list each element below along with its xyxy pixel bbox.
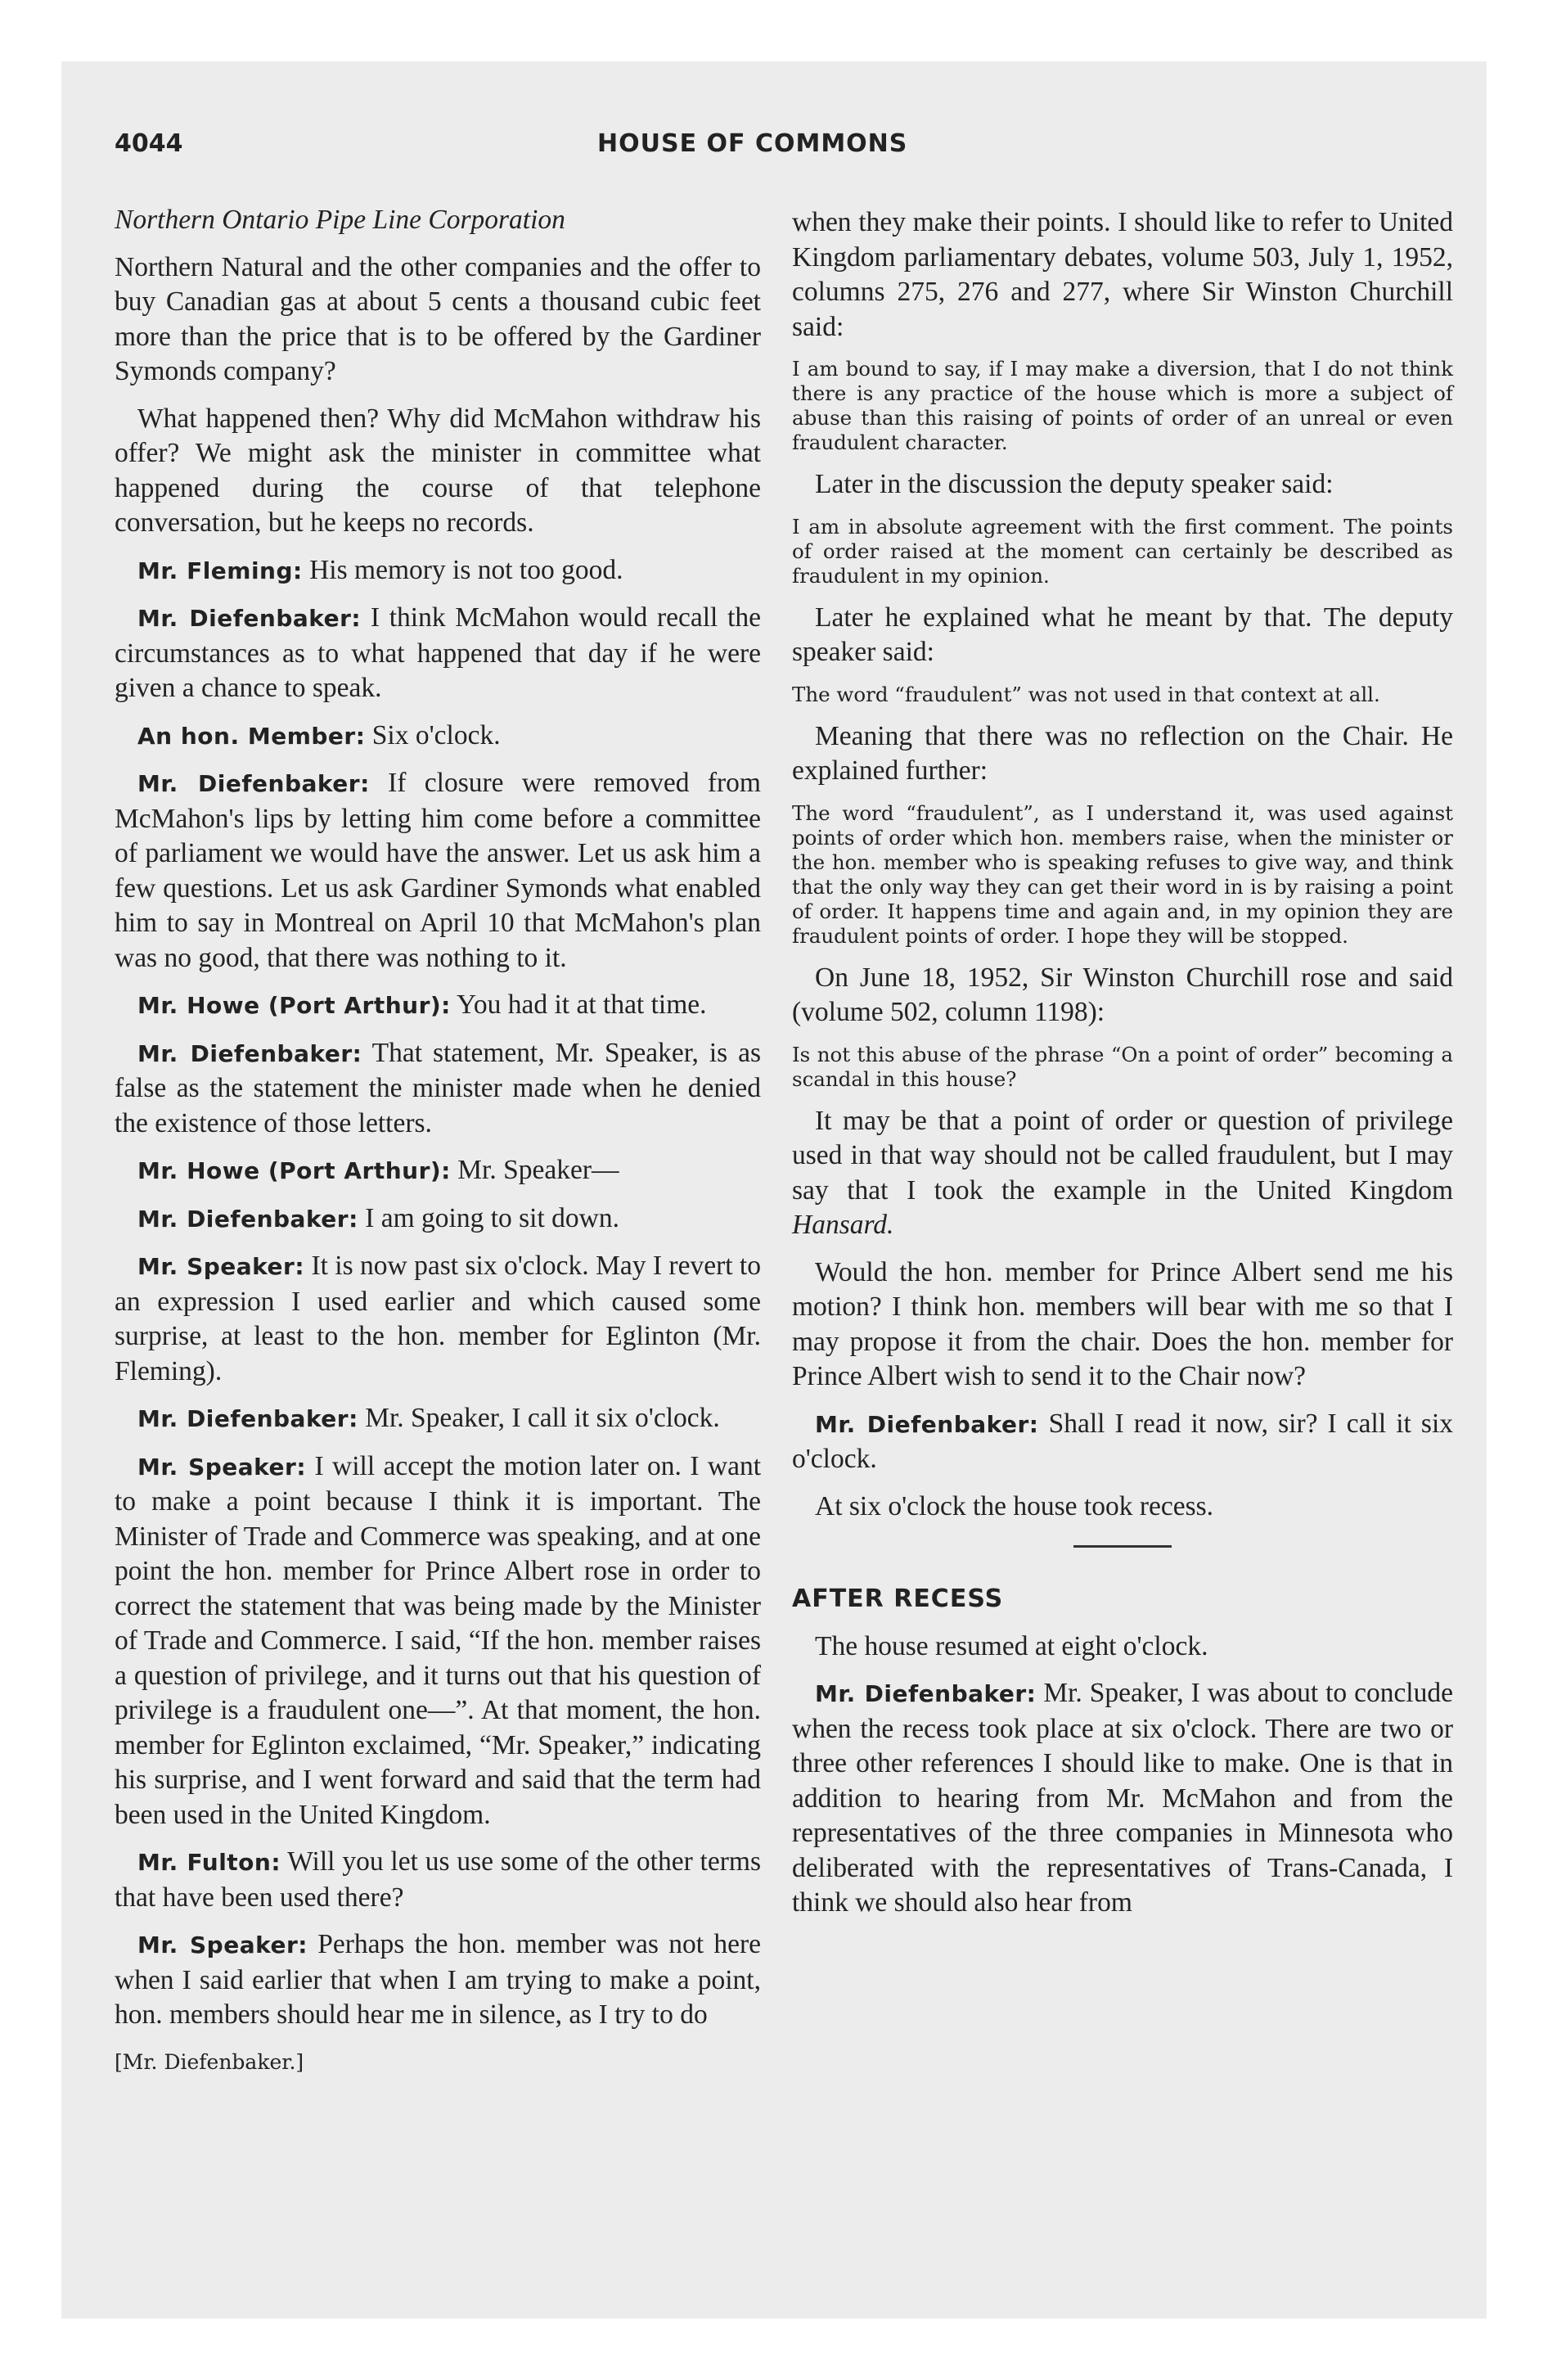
speech [115,1249,761,1389]
column-footer: [Mr. Diefenbaker.] [115,2049,304,2074]
section-heading: AFTER RECESS [792,1584,1004,1613]
speaker-name: Mr. Fulton: [137,1849,281,1876]
speaker-name: Mr. Diefenbaker: [137,1205,358,1233]
speech [792,1676,1453,1921]
speech-text: Six o'clock. [365,719,501,751]
speech [115,553,761,589]
speech-text: Shall I read it now, sir? I call it six o'clock. [792,1408,1453,1474]
paragraph: On June 18, 1952, Sir Winston Churchill rose and said (volume 502, column 1198): [792,962,1453,1027]
paragraph: when they make their points. I should like to refer to United Kingdom parliamentary debates, volume 503, July 1, 1952, columns 275, 276 and 277, where Sir Winston Churchill said: [792,207,1453,342]
speaker-name: Mr. Speaker: [137,1453,307,1481]
speech-text: His memory is not too good. [302,554,623,585]
speech-text: Will you let us use some of the other terms that have been used there? [115,1846,761,1913]
right-column [792,205,1453,1933]
speech-text: Mr. Speaker— [450,1155,619,1185]
speech [115,1845,761,1915]
speech-text: You had it at that time. [450,989,707,1020]
paragraph [792,1104,1453,1243]
page-number: 4044 [115,129,183,158]
speech [115,1201,761,1237]
speaker-name: Mr. Diefenbaker: [137,770,370,797]
speech [115,766,761,976]
block-quote: I am bound to say, if I may make a diversion, that I do not think there is any practice of the house which is more a subject of abuse than this raising of points of order of an unreal or even fraudulent character. [792,357,1453,454]
speech [115,1153,761,1189]
paragraph: At six o'clock the house took recess. [815,1490,1214,1521]
speech [115,601,761,706]
page-header [115,129,1430,162]
speech-text: I think McMahon would recall the circumstances as to what happened that day if he were given a chance to speak. [115,602,761,703]
speaker-name: Mr. Howe (Port Arthur): [137,992,451,1019]
paragraph: The house resumed at eight o'clock. [815,1630,1208,1661]
speech [115,1927,761,2033]
speech-text: If closure were removed from McMahon's lips by letting him come before a committee of parliament we would have the answer. Let us ask him a few questions. Let us ask Gardiner Symonds what enabled him to say in Montreal on April 10 that McMahon's plan was no good, that there was nothing to it. [115,768,761,973]
speaker-name: Mr. Howe (Port Arthur): [137,1157,451,1184]
speaker-name: Mr. Diefenbaker: [815,1410,1039,1438]
paragraph: Northern Natural and the other companies and the offer to buy Canadian gas at about 5 cents a thousand cubic feet more than the price that is to be offered by the Gardiner Symonds company? [115,251,761,386]
paragraph: Meaning that there was no reflection on the Chair. He explained further: [792,720,1453,786]
hansard-title: Hansard. [792,1210,894,1240]
speech-text: Mr. Speaker, I call it six o'clock. [358,1403,720,1433]
speech-text: I am going to sit down. [358,1202,619,1233]
speaker-name: Mr. Diefenbaker: [815,1680,1037,1707]
speech-text: It is now past six o'clock. May I revert to an expression I used earlier and which caused some surprise, at least to the hon. member for Eglinton (Mr. Fleming). [115,1251,761,1386]
paragraph: Later he explained what he meant by that. The deputy speaker said: [792,602,1453,667]
speech-text: That statement, Mr. Speaker, is as false as the statement the minister made when he denied the existence of those letters. [115,1037,761,1138]
speech [115,719,761,755]
speech-text: I will accept the motion later on. I want to make a point because I think it is important. The Minister of Trade and Commerce was speaking, and at one point the hon. member for Prince Albert rose in order to correct the statement that was being made by the Minister of Trade and Commerce. I said, “If the hon. member raises a question of privilege, and it turns out that his question of privilege is a fraudulent one—”. At that moment, the hon. member for Eglinton exclaimed, “Mr. Speaker,” indicating his surprise, and I went forward and said that the term had been used in the United Kingdom. [115,1450,762,1830]
speech-text: Perhaps the hon. member was not here when I said earlier that when I am trying to make a point, hon. members should hear me in silence, as I try to do [115,1929,761,2030]
speaker-name: Mr. Speaker: [137,1253,305,1280]
paragraph-text: It may be that a point of order or question of privilege used in that way should not be called fraudulent, but I may say that I took the example in the United Kingdom [792,1105,1453,1206]
paragraph: Later in the discussion the deputy speaker said: [815,469,1334,499]
speech [115,1449,761,1833]
speaker-name: An hon. Member: [137,722,366,750]
block-quote: I am in absolute agreement with the first comment. The points of order raised at the moment can certainly be described as fraudulent in my opinion. [792,514,1453,588]
speaker-name: Mr. Diefenbaker: [137,1039,362,1067]
paragraph: What happened then? Why did McMahon withdraw his offer? We might ask the minister in committee what happened during the course of that telephone conversation, but he keeps no records. [115,403,761,538]
page-title: HOUSE OF COMMONS [597,129,908,158]
left-column [115,203,761,2080]
speaker-name: Mr. Speaker: [137,1931,308,1959]
paragraph: Would the hon. member for Prince Albert send me his motion? I think hon. members will bear with me so that I may propose it from the chair. Does the hon. member for Prince Albert wish to send it to the Chair now? [792,1256,1453,1391]
speech [792,1407,1453,1477]
speech-text: Mr. Speaker, I was about to conclude when the recess took place at six o'clock. There are two or three other references I should like to make. One is that in addition to hearing from Mr. McMahon and from the representatives of the three companies in Minnesota who deliberated with the representatives of Trans-Canada, I think we should also hear from [792,1678,1453,1918]
section-divider [1073,1545,1172,1548]
block-quote: The word “fraudulent” was not used in that context at all. [792,682,1380,706]
speaker-name: Mr. Fleming: [137,557,303,584]
speaker-name: Mr. Diefenbaker: [137,1405,358,1432]
block-quote: Is not this abuse of the phrase “On a point of order” becoming a scandal in this house? [792,1042,1453,1091]
block-quote: The word “fraudulent”, as I understand it, was used against points of order which hon. members raise, when the minister or the hon. member who is speaking refuses to give way, and think that the only way they can get their word in is by raising a point of order. It happens time and again and, in my opinion they are fraudulent points of order. I hope they will be stopped. [792,800,1453,948]
speaker-name: Mr. Diefenbaker: [137,605,362,632]
speech [115,988,761,1024]
speech [115,1401,761,1437]
running-subhead: Northern Ontario Pipe Line Corporation [115,205,565,235]
speech [115,1036,761,1142]
